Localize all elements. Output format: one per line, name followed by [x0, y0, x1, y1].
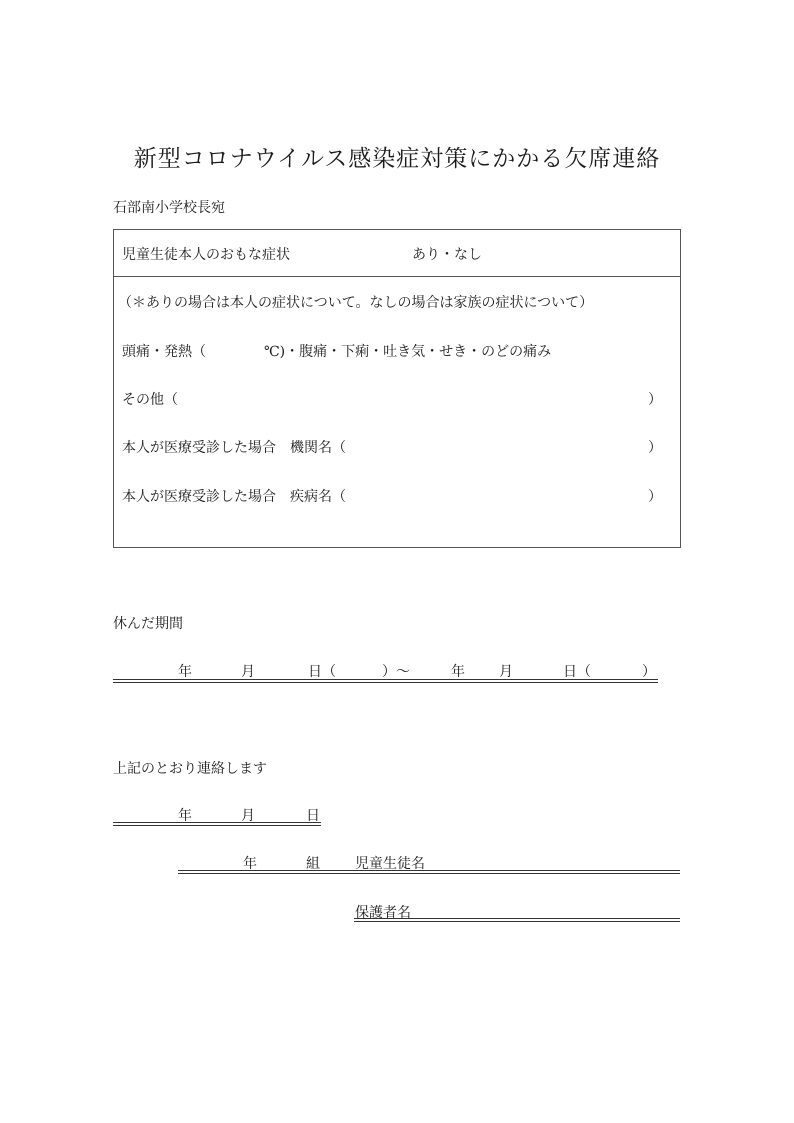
start-year: 年: [178, 664, 192, 680]
start-close: ）～: [382, 664, 410, 680]
contact-month: 月: [241, 808, 255, 824]
contact-year: 年: [178, 808, 192, 824]
student-name-label: 児童生徒名: [355, 856, 425, 872]
grade-label: 年: [243, 856, 257, 872]
symptom-label: 児童生徒本人のおもな症状: [122, 247, 290, 263]
clinic-name-label: 本人が医療受診した場合 機関名（: [122, 440, 346, 456]
symptom-list-rest: ℃)・腹痛・下痢・吐き気・せき・のどの痛み: [264, 344, 552, 360]
end-month: 月: [499, 664, 513, 680]
close-paren: ）: [648, 489, 662, 505]
end-day: 日（: [563, 664, 591, 680]
guardian-name-line[interactable]: [354, 918, 680, 922]
form-title: 新型コロナウイルス感染症対策にかかる欠席連絡: [133, 146, 661, 172]
close-paren: ）: [648, 440, 662, 456]
other-symptoms-label: その他（: [122, 392, 178, 408]
contact-statement: 上記のとおり連絡します: [113, 761, 267, 777]
absence-period-label: 休んだ期間: [113, 616, 183, 632]
start-day: 日（: [308, 664, 336, 680]
contact-day: 日: [306, 808, 320, 824]
start-month: 月: [241, 664, 255, 680]
symptom-choice[interactable]: あり・なし: [412, 247, 482, 263]
guardian-name-label: 保護者名: [355, 905, 411, 921]
contact-date-line[interactable]: [113, 822, 321, 826]
addressee: 石部南小学校長宛: [113, 200, 225, 216]
disease-name-label: 本人が医療受診した場合 疾病名（: [122, 489, 346, 505]
absence-period-line[interactable]: [113, 679, 658, 683]
close-paren: ）: [648, 392, 662, 408]
end-year: 年: [451, 664, 465, 680]
student-name-line[interactable]: [178, 870, 680, 874]
symptom-note: （＊ありの場合は本人の症状について。なしの場合は家族の症状について）: [118, 295, 594, 311]
symptom-list-start: 頭痛・発熱（: [122, 344, 206, 360]
end-close: ）: [642, 664, 656, 680]
symptom-detail-box: [113, 276, 681, 548]
class-label: 組: [306, 856, 320, 872]
